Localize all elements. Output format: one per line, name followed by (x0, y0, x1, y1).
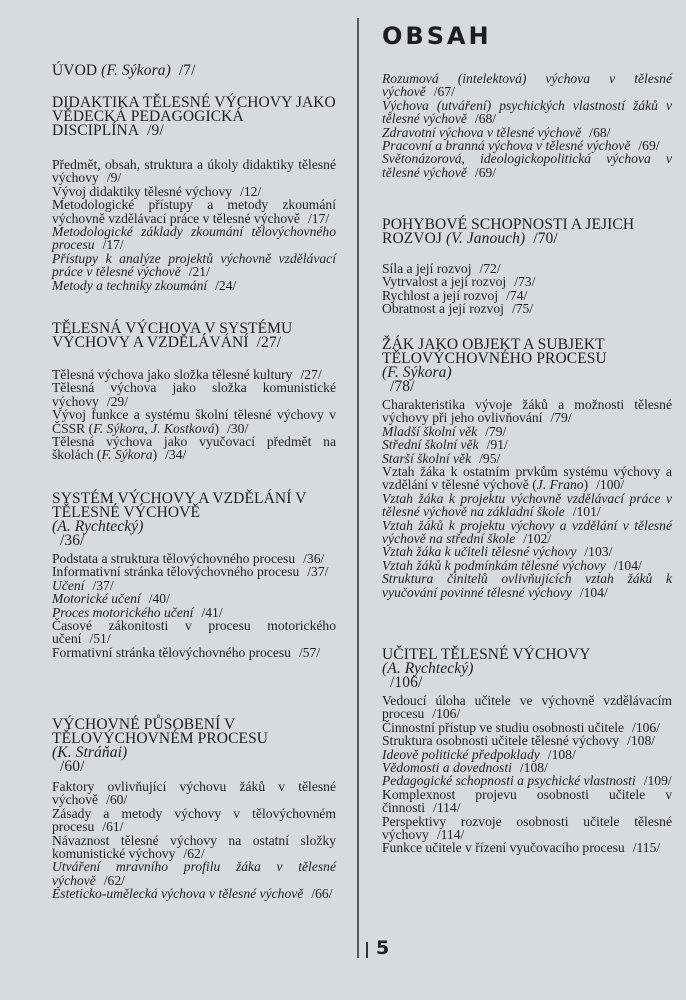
toc-entry[interactable] (382, 398, 672, 425)
toc-entry[interactable] (382, 815, 672, 842)
section-author-name: A. Rychtecký (57, 518, 139, 535)
toc-entry-page-number: 30 (230, 420, 245, 436)
toc-entry-page-number: 108 (523, 760, 545, 776)
section-page: /7/ (178, 62, 196, 79)
section-page: /60/ (60, 758, 85, 775)
toc-entry[interactable] (52, 579, 336, 592)
toc-entry[interactable] (382, 492, 672, 519)
toc-entry-page: /79/ (550, 410, 572, 426)
toc-entry-page-number: 68 (478, 111, 493, 127)
toc-entry-text: Struktura činitelů ovlivňujících vztah žáků k vyučování povinné tělesné výchovy (382, 571, 672, 600)
toc-entry[interactable] (382, 139, 672, 152)
column-divider (357, 18, 359, 958)
toc-entry-page: /62/ (183, 846, 205, 862)
toc-entry-page: /62/ (103, 872, 125, 888)
toc-entry-list (52, 552, 336, 659)
toc-entry-text: Motorické učení (52, 591, 141, 607)
section-author: (F. Sýkora) (382, 364, 452, 381)
toc-entry-text: Ideově politické předpoklady (382, 746, 540, 762)
toc-entry-text: Rozumová (intelektová) výchova v tělesné výchově (382, 71, 672, 100)
toc-entry-page-number: 100 (599, 477, 621, 493)
toc-entry[interactable] (382, 694, 672, 721)
toc-entry[interactable] (52, 860, 336, 887)
toc-entry-page-number: 17 (106, 237, 120, 253)
toc-entry-page-number: 29 (110, 393, 125, 409)
section-heading-text: POHYBOVÉ SCHOPNOSTI A JEJICH ROZVOJ (382, 216, 635, 247)
toc-entry[interactable] (52, 646, 336, 659)
toc-entry-page-number: 79 (554, 410, 568, 426)
toc-entry-text: Vývoj funkce a systému školní tělesné výchovy v ČSSR (52, 407, 336, 436)
toc-entry[interactable] (382, 734, 672, 747)
section-page: /27/ (256, 334, 282, 351)
toc-entry[interactable] (52, 592, 336, 605)
toc-entry-page-number: 12 (243, 183, 258, 199)
toc-entry-text: Metodologické základy zkoumání tělovýchovného procesu (52, 224, 336, 253)
section-heading (52, 492, 336, 548)
toc-entry-text: Informativní stránka tělovýchovného procesu (52, 564, 300, 580)
toc-entry-text: Přístupy k analýze projektů výchovně vzdělávací práce v tělesné výchově (52, 250, 336, 280)
toc-entry[interactable] (52, 887, 336, 900)
toc-entry-page-number: 79 (488, 423, 503, 439)
toc-entry-page-number: 102 (527, 531, 548, 547)
toc-entry-page: /108/ (627, 733, 656, 749)
toc-entry-page-number: 104 (617, 557, 639, 573)
toc-entry-list (382, 694, 672, 855)
toc-entry-page-number: 106 (436, 706, 457, 722)
toc-entry-text: Perspektivy rozvoje osobnosti učitele tělesné výchovy (382, 813, 672, 843)
section-page-number: 106 (394, 674, 418, 691)
toc-entry-page: /37/ (92, 577, 114, 593)
toc-entry-text: Metody a techniky zkoumání (52, 277, 208, 293)
toc-entry-page: /29/ (106, 393, 128, 409)
toc-entry-text: Vědomosti a dovednosti (382, 760, 512, 776)
toc-entry-list (382, 398, 672, 599)
toc-entry-page-number: 109 (647, 773, 668, 789)
toc-entry[interactable] (382, 438, 672, 451)
toc-entry-page-number: 74 (509, 287, 524, 303)
toc-entry-page-number: 51 (93, 631, 107, 647)
toc-entry-author: J. Frano (536, 477, 584, 493)
toc-entry[interactable] (382, 721, 672, 734)
toc-entry-text: Vztah žáka k učiteli tělesné výchovy (382, 544, 577, 560)
toc-entry-text: Podstata a struktura tělovýchovného procesu (52, 551, 296, 566)
section-heading-text: TĚLESNÁ VÝCHOVA V SYSTÉMU VÝCHOVY A VZDĚLÁVÁNÍ (52, 320, 293, 351)
toc-entry-page: /104/ (613, 557, 642, 573)
toc-section (382, 646, 672, 856)
toc-entry-page: /115/ (632, 840, 661, 856)
toc-entry-text: Rychlost a její rozvoj (382, 287, 499, 303)
toc-entry-page: /79/ (485, 423, 507, 439)
toc-entry-text: Výchova (utváření) psychických vlastností žáků v tělesné výchově (382, 97, 672, 127)
toc-section (382, 336, 672, 600)
toc-entry-list (52, 368, 336, 462)
toc-entry[interactable] (52, 198, 336, 225)
toc-section (382, 216, 672, 317)
toc-entry-page: /95/ (479, 450, 501, 466)
toc-entry-page: /21/ (188, 264, 210, 280)
toc-entry-page: /114/ (436, 827, 465, 843)
section-author: (A. Rychtecký) (382, 660, 474, 677)
toc-entry-page: /109/ (643, 773, 672, 789)
toc-entry-page-number: 114 (440, 827, 461, 843)
toc-entry-text: Činnostní přístup ve studiu osobnosti učitele (382, 719, 625, 735)
section-heading (52, 96, 336, 138)
toc-entry-page: /104/ (579, 584, 608, 600)
toc-entry-page: /61/ (102, 819, 124, 835)
toc-entry-author: F. Sýkora, J. Kostková (93, 420, 215, 436)
toc-entry-text: Síla a její rozvoj (382, 261, 472, 276)
toc-entry-text: Tělesná výchova jako složka komunistické výchovy (52, 380, 336, 409)
toc-entry[interactable] (52, 807, 336, 834)
toc-entry-text: Metodologické přístupy a metody zkoumání výchovně vzdělávací práce v tělesné výchově (52, 197, 336, 226)
section-page-number: 7 (183, 62, 192, 79)
toc-entry-page-number: 69 (478, 164, 493, 180)
section-page: /9/ (147, 122, 164, 139)
toc-entry-text: Zásady a metody výchovy v tělovýchovném procesu (52, 805, 336, 835)
section-page: /106/ (390, 674, 423, 691)
section-author-name: K. Stráňai (57, 744, 122, 761)
toc-entry[interactable] (382, 545, 672, 558)
toc-entry-page-number: 95 (482, 450, 497, 466)
toc-entry[interactable] (382, 152, 672, 179)
toc-entry[interactable]: Tělesná výchova jako vyučovací předmět na školách (F. Sýkora) /34/ (52, 434, 336, 463)
section-page-number: 9 (151, 122, 160, 139)
toc-entry[interactable] (52, 225, 336, 252)
toc-entry-page-number: 69 (642, 138, 656, 154)
toc-entry[interactable] (382, 452, 672, 465)
toc-entry[interactable] (52, 252, 336, 279)
toc-entry-page: /101/ (572, 504, 601, 520)
toc-entry-page-number: 68 (593, 124, 607, 140)
toc-entry-page-number: 57 (302, 644, 317, 660)
toc-entry-page-number: 61 (106, 819, 120, 835)
toc-entry-page: /27/ (300, 367, 322, 382)
section-page-number: 70 (537, 230, 554, 247)
toc-entry-page-number: 73 (517, 274, 532, 290)
toc-entry-text: Mladší školní věk (382, 423, 478, 439)
section-heading (52, 322, 336, 350)
toc-entry[interactable] (382, 126, 672, 139)
section-heading (382, 338, 672, 394)
toc-entry-page-number: 27 (304, 367, 318, 382)
section-page: /78/ (390, 378, 415, 395)
toc-entry-page-number: 17 (311, 210, 326, 226)
toc-entry-page-number: 24 (218, 277, 233, 293)
toc-entry-page-number: 62 (187, 846, 201, 862)
page-number: 5 (376, 937, 390, 959)
toc-entry-page: /34/ (165, 447, 187, 463)
toc-entry[interactable] (52, 279, 336, 292)
toc-entry-page: /68/ (474, 111, 497, 127)
section-author: (V. Janouch) (442, 230, 526, 247)
toc-entry[interactable] (382, 774, 672, 787)
toc-entry[interactable] (52, 552, 336, 565)
toc-entry-text: Vztah žáka k ostatním prvkům systému výchovy a vzdělání v tělesné výchově (382, 464, 672, 493)
toc-entry-page: /30/ (227, 420, 249, 436)
toc-entry-text: Vztah žáků k podmínkám tělesné výchovy (382, 557, 606, 573)
toc-entry-text: Starší školní věk (382, 450, 472, 466)
toc-entry[interactable] (382, 275, 672, 288)
toc-entry-text: Učení (52, 577, 85, 593)
section-page-number: 78 (394, 378, 411, 395)
toc-entry-page: /17/ (307, 210, 330, 226)
toc-entry-page-number: 37 (311, 564, 325, 580)
toc-entry-page: /57/ (298, 644, 321, 660)
toc-entry-text: Světonázorová, ideologickopolitická výchova v tělesné výchově (382, 151, 672, 180)
toc-entry-page-number: 62 (107, 872, 122, 888)
toc-entry-page: /24/ (215, 277, 237, 293)
toc-entry-page-number: 103 (588, 544, 609, 560)
toc-entry-text: Časové zákonitosti v procesu motorického učení (52, 618, 336, 647)
toc-entry-text: Vztah žáků k projektu výchovy a vzdělání v tělesné výchově na střední škole (382, 517, 672, 547)
toc-entry[interactable] (382, 572, 672, 599)
toc-entry-page: /9/ (106, 170, 122, 186)
toc-entry-text: Tělesná výchova jako složka tělesné kultury (52, 367, 293, 382)
toc-entry-page: /37/ (307, 564, 329, 580)
toc-entry-text: Střední školní věk (382, 437, 479, 453)
section-heading (52, 64, 336, 78)
toc-entry-text: Vedoucí úloha učitele ve výchovně vzdělávacím procesu (382, 693, 672, 722)
toc-entry-page-number: 66 (315, 886, 329, 902)
toc-entry-text: Obratnost a její rozvoj (382, 301, 504, 317)
toc-entry-text: Pedagogické schopnosti a psychické vlastnosti (382, 773, 636, 789)
toc-entry[interactable] (382, 425, 672, 438)
toc-entry[interactable] (382, 99, 672, 126)
toc-entry-text: Proces motorického učení (52, 604, 194, 620)
toc-entry[interactable] (382, 519, 672, 546)
toc-entry-page-number: 37 (96, 577, 110, 593)
toc-entry-text: Utváření mravního profilu žáka v tělesné výchově (52, 859, 336, 888)
toc-section (52, 64, 336, 78)
toc-entry[interactable]: Vývoj funkce a systému školní tělesné výchovy v ČSSR (F. Sýkora, J. Kostková) /30/ (52, 407, 336, 436)
toc-entry[interactable] (52, 381, 336, 408)
toc-entry[interactable] (382, 788, 672, 815)
toc-entry[interactable]: Vztah žáka k ostatním prvkům systému výchovy a vzdělání v tělesné výchově (J. Frano) /100/ (382, 464, 672, 493)
toc-entry-page: /69/ (638, 138, 660, 154)
toc-entry-page-number: 36 (306, 551, 321, 566)
section-author-name: F. Sýkora (387, 364, 447, 381)
section-page: /36/ (60, 532, 85, 549)
section-page-number: 60 (64, 758, 81, 775)
toc-entry-page: /108/ (547, 746, 576, 762)
section-heading (382, 648, 672, 690)
toc-entry-list (52, 158, 336, 292)
toc-entry-page: /74/ (506, 287, 528, 303)
section-page-number: 36 (64, 532, 81, 549)
section-heading-text: VÝCHOVNÉ PŮSOBENÍ V TĚLOVÝCHOVNÉM PROCESU (52, 716, 269, 747)
toc-entry-page: /108/ (519, 760, 548, 776)
toc-entry[interactable] (382, 559, 672, 572)
toc-entry-page: /73/ (514, 274, 536, 290)
section-author: (A. Rychtecký) (52, 518, 144, 535)
toc-entry-page: /106/ (632, 719, 660, 735)
toc-entry-page: /106/ (432, 706, 461, 722)
toc-entry-text: Formativní stránka tělovýchovného procesu (52, 644, 291, 660)
section-author-name: V. Janouch (451, 230, 521, 247)
toc-entry[interactable] (52, 619, 336, 646)
toc-entry-page-number: 72 (483, 261, 497, 276)
section-heading-text: SYSTÉM VÝCHOVY A VZDĚLÁNÍ V TĚLESNÉ VÝCHOVĚ (52, 490, 307, 521)
toc-entry-page-number: 106 (635, 719, 657, 735)
toc-entry-text: Struktura osobnosti učitele tělesné výchovy (382, 733, 620, 749)
toc-entry-page: /102/ (523, 531, 552, 547)
toc-entry-page: /40/ (148, 591, 170, 607)
toc-entry-page-number: 40 (152, 591, 167, 607)
toc-entry[interactable] (382, 289, 672, 302)
toc-entry-page: /68/ (589, 124, 611, 140)
toc-entry-page: /51/ (89, 631, 111, 647)
toc-section (52, 320, 336, 463)
toc-entry[interactable] (382, 748, 672, 761)
toc-entry-page: /41/ (201, 604, 223, 620)
toc-entry[interactable] (52, 158, 336, 185)
toc-entry[interactable] (52, 780, 336, 807)
toc-entry[interactable] (52, 565, 336, 578)
toc-entry-page: /12/ (240, 183, 262, 199)
toc-entry-page: /114/ (433, 800, 461, 816)
toc-entry[interactable] (382, 302, 672, 315)
toc-entry[interactable] (382, 262, 672, 275)
toc-entry-text: Charakteristika vývoje žáků a možnosti tělesné výchovy při jeho ovlivňování (382, 397, 672, 426)
section-author-name: F. Sýkora (106, 62, 166, 79)
toc-entry[interactable] (52, 368, 336, 381)
toc-entry-page-number: 91 (490, 437, 505, 453)
toc-entry-page-number: 108 (630, 733, 652, 749)
toc-entry-page-number: 21 (192, 264, 207, 280)
toc-section (52, 490, 336, 660)
page-title: OBSAH (382, 22, 492, 50)
toc-entry-page: /66/ (311, 886, 333, 902)
toc-entry-page-number: 115 (636, 840, 657, 856)
toc-entry-page-number: 9 (110, 170, 118, 186)
toc-entry-page: /17/ (102, 237, 124, 253)
toc-entry[interactable] (52, 834, 336, 861)
section-heading (382, 218, 672, 246)
toc-entry-text: Esteticko-umělecká výchova v tělesné výchově (52, 886, 304, 902)
section-heading (52, 718, 336, 774)
toc-entry-page: /100/ (596, 477, 625, 493)
toc-entry-list (52, 780, 336, 901)
section-page-number: 27 (261, 334, 277, 351)
toc-entry[interactable] (382, 841, 672, 854)
toc-entry-page-number: 34 (168, 447, 183, 463)
toc-entry-list (382, 72, 672, 179)
toc-entry-text: Vývoj didaktiky tělesné výchovy (52, 183, 233, 199)
section-heading-text: ÚVOD (52, 62, 98, 79)
toc-entry-text: Předmět, obsah, struktura a úkoly didaktiky tělesné výchovy (52, 157, 336, 186)
toc-entry-page-number: 108 (551, 746, 572, 762)
section-author: (F. Sýkora) (97, 62, 171, 79)
section-author: (K. Stráňai) (52, 744, 128, 761)
toc-entry-text: Návaznost tělesné výchovy na ostatní složky komunistické výchovy (52, 832, 336, 862)
toc-entry-page-number: 101 (576, 504, 597, 520)
toc-entry-page-number: 75 (515, 301, 530, 317)
toc-entry[interactable] (382, 761, 672, 774)
toc-section (52, 716, 336, 902)
toc-entry-text: Pracovní a branná výchova v tělesné výchově (382, 138, 631, 154)
toc-entry-text: Funkce učitele v řízení vyučovacího procesu (382, 840, 625, 856)
section-heading-text: UČITEL TĚLESNÉ VÝCHOVY (382, 646, 591, 663)
toc-entry-text: Faktory ovlivňující výchovu žáků v tělesné výchově (52, 779, 336, 808)
toc-entry-list (382, 262, 672, 316)
toc-entry-page: /36/ (303, 551, 325, 566)
toc-entry-page: /75/ (511, 301, 534, 317)
toc-entry-page-number: 114 (436, 800, 457, 816)
section-author-name: A. Rychtecký (387, 660, 469, 677)
toc-entry-page: /103/ (584, 544, 613, 560)
toc-entry-text: Zdravotní výchova v tělesné výchově (382, 124, 582, 140)
toc-entry-page: /69/ (474, 164, 497, 180)
toc-entry-page-number: 60 (109, 792, 124, 808)
section-page: /70/ (533, 230, 558, 247)
toc-entry-text: Tělesná výchova jako vyučovací předmět na školách (52, 434, 336, 463)
toc-entry-page: /91/ (486, 437, 508, 453)
toc-entry-page: /67/ (433, 84, 455, 100)
toc-entry-page: /72/ (479, 261, 501, 276)
toc-entry-page-number: 41 (205, 604, 219, 620)
toc-entry-page-number: 67 (437, 84, 452, 100)
toc-entry[interactable] (52, 185, 336, 198)
toc-entry-text: Komplexnost projevu osobnosti učitele v činnosti (382, 786, 672, 816)
section-heading-text: DIDAKTIKA TĚLESNÉ VÝCHOVY JAKO VĚDECKÁ PEDAGOGICKÁ DISCIPLÍNA (52, 94, 336, 139)
toc-entry-text: Vytrvalost a její rozvoj (382, 274, 507, 290)
section-heading-text: ŽÁK JAKO OBJEKT A SUBJEKT TĚLOVÝCHOVNÉHO PROCESU (382, 336, 607, 367)
toc-entry-text: Vztah žáka k projektu výchovně vzdělávací práce v tělesné výchově na základní škole (382, 490, 672, 520)
toc-section (52, 94, 336, 293)
toc-entry-author: F. Sýkora (101, 447, 153, 463)
toc-entry-page: /60/ (106, 792, 128, 808)
toc-entry-page-number: 104 (583, 584, 604, 600)
toc-entry[interactable] (382, 72, 672, 99)
